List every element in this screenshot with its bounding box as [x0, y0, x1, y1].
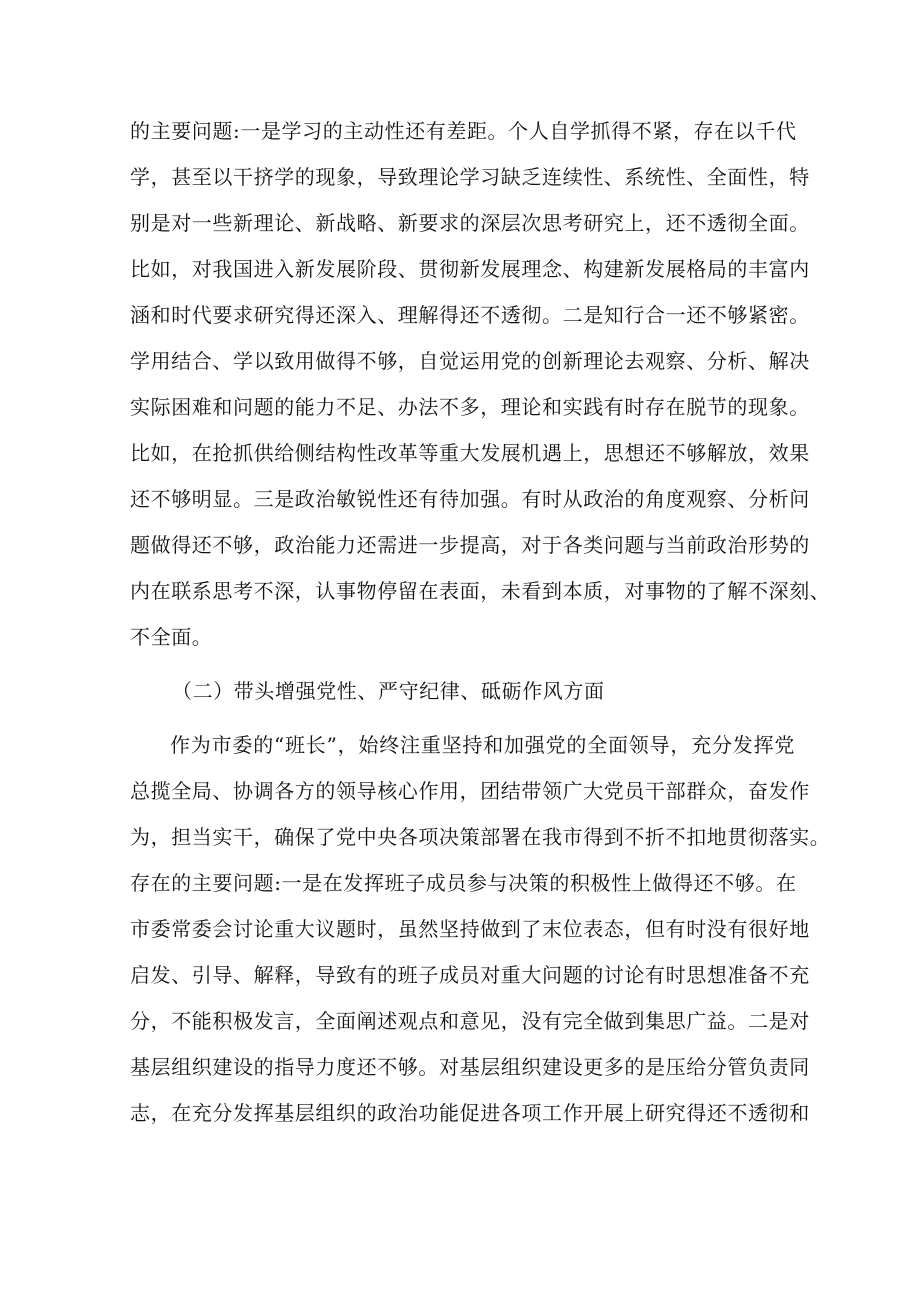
paragraph-1-line-3: 别是对一些新理论、新战略、新要求的深层次思考研究上，还不透彻全面。	[130, 211, 810, 235]
paragraph-2-line-5: 市委常委会讨论重大议题时，虽然坚持做到了末位表态，但有时没有很好地	[130, 917, 810, 941]
paragraph-2-line-4: 存在的主要问题:一是在发挥班子成员参与决策的积极性上做得还不够。在	[130, 871, 797, 895]
paragraph-1-line-8: 比如，在抢抓供给侧结构性改革等重大发展机遇上，思想还不够解放，效果	[130, 441, 810, 465]
paragraph-1-line-4: 比如，对我国进入新发展阶段、贯彻新发展理念、构建新发展格局的丰富内	[130, 257, 810, 281]
paragraph-2-line-3: 为，担当实干，确保了党中央各项决策部署在我市得到不折不扣地贯彻落实。	[130, 825, 831, 849]
paragraph-2-line-6: 启发、引导、解释，导致有的班子成员对重大问题的讨论有时思想准备不充	[130, 963, 810, 987]
paragraph-1-line-2: 学，甚至以干挤学的现象，导致理论学习缺乏连续性、系统性、全面性，特	[130, 165, 810, 189]
paragraph-1-line-10: 题做得还不够，政治能力还需进一步提高，对于各类问题与当前政治形势的	[130, 533, 810, 557]
paragraph-1-line-1: 的主要问题:一是学习的主动性还有差距。个人自学抓得不紧，存在以千代	[130, 119, 797, 143]
paragraph-1-line-9: 还不够明显。三是政治敏锐性还有待加强。有时从政治的角度观察、分析问	[130, 487, 810, 511]
paragraph-1-line-6: 学用结合、学以致用做得不够，自觉运用党的创新理论去观察、分析、解决	[130, 349, 810, 373]
paragraph-1-line-12: 不全面。	[130, 625, 213, 649]
paragraph-2-line-1: 作为市委的“班长”，始终注重坚持和加强党的全面领导，充分发挥党	[170, 733, 795, 757]
paragraph-2-line-8: 基层组织建设的指导力度还不够。对基层组织建设更多的是压给分管负责同	[130, 1055, 810, 1079]
paragraph-2-line-2: 总揽全局、协调各方的领导核心作用，团结带领广大党员干部群众，奋发作	[130, 779, 810, 803]
paragraph-1-line-7: 实际困难和问题的能力不足、办法不多，理论和实践有时存在脱节的现象。	[130, 395, 810, 419]
paragraph-1-line-11: 内在联系思考不深，认事物停留在表面，未看到本质，对事物的了解不深刻、	[130, 579, 831, 603]
paragraph-2-line-7: 分，不能积极发言，全面阐述观点和意见，没有完全做到集思广益。二是对	[130, 1009, 810, 1033]
paragraph-2-line-9: 志，在充分发挥基层组织的政治功能促进各项工作开展上研究得还不透彻和	[130, 1101, 810, 1125]
section-heading: （二）带头增强党性、严守纪律、砥砺作风方面	[172, 679, 605, 703]
paragraph-1-line-5: 涵和时代要求研究得还深入、理解得还不透彻。二是知行合一还不够紧密。	[130, 303, 810, 327]
